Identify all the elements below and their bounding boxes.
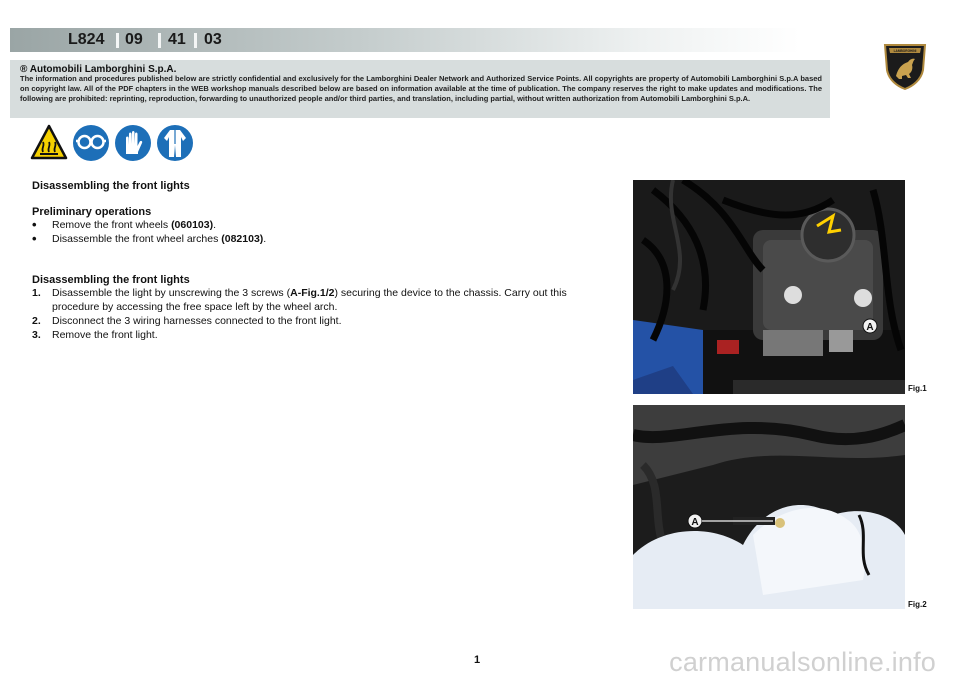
safety-goggles-icon: [72, 124, 110, 162]
step-item: [32, 286, 612, 314]
list-item: [32, 218, 612, 232]
list-item-text: Remove the front wheels: [52, 219, 172, 231]
page-number: 1: [474, 654, 481, 666]
header-code-model: L824: [68, 31, 105, 48]
protective-gloves-icon: [114, 124, 152, 162]
notice-text: The information and procedures published below are strictly confidential and exclusively for the Lamborghini Dealer Network and Authorized Service Points. All copyrights are property of Automobili Lamborghini S.p.A based on copyright law. All of the PDF chapters in the WEB workshop manuals described below are based on information available at the time of publication. The company reserves the right to make updates and modifications. The following are prohibited: reprinting, reproduction, forwarding to unauthorized people and/or third parties, and translation, including partial, without written authorization from Automobili Lamborghini S.p.A.: [20, 74, 822, 103]
reference-code[interactable]: (060103): [171, 219, 214, 231]
step-number: 2.: [32, 315, 41, 327]
figure-2-photo: [633, 405, 905, 609]
bullet-icon: •: [32, 217, 37, 232]
list-item-end: .: [263, 233, 267, 245]
document-code-header: [10, 28, 800, 52]
header-separator: [194, 33, 197, 48]
step-text-end: ) securing the device to the chassis. Carry out this procedure by accessing the free space left by the wheel arch.: [52, 287, 567, 313]
header-code-subgroup: 41: [168, 31, 186, 48]
logo-lettering: LAMBORGHINI: [893, 49, 917, 53]
bullet-icon: •: [32, 231, 37, 246]
figure-1-marker: A: [866, 322, 874, 333]
list-item-end: .: [213, 219, 217, 231]
header-code-section: 03: [204, 31, 222, 48]
list-item: [32, 232, 612, 246]
figure-reference: A-Fig.1/2: [290, 287, 335, 299]
figure-1-photo: [633, 180, 905, 394]
header-separator: [158, 33, 161, 48]
hot-surface-warning-icon: [30, 124, 68, 160]
preliminary-operations-title: Preliminary operations: [32, 206, 152, 218]
page-title: Disassembling the front lights: [32, 180, 190, 192]
header-separator: [116, 33, 119, 48]
step-text: Remove the front light.: [52, 329, 158, 341]
step-text: Disassemble the light by unscrewing the 3 screws (: [52, 287, 291, 299]
figure-1-label: Fig.1: [908, 384, 927, 393]
figure-2-label: Fig.2: [908, 600, 927, 609]
procedure-title: Disassembling the front lights: [32, 274, 190, 286]
protective-suit-icon: [156, 124, 194, 162]
list-item-text: Disassemble the front wheel arches: [52, 233, 222, 245]
procedure-content: [32, 180, 612, 342]
step-number: 1.: [32, 287, 41, 299]
reference-code[interactable]: (082103): [221, 233, 264, 245]
header-code-group: 09: [125, 31, 143, 48]
confidentiality-notice: [10, 60, 830, 118]
step-text: Disconnect the 3 wiring harnesses connected to the front light.: [52, 315, 342, 327]
step-number: 3.: [32, 329, 41, 341]
notice-title: ® Automobili Lamborghini S.p.A.: [20, 64, 177, 75]
figure-2-marker: A: [691, 517, 699, 528]
watermark: carmanualsonline.info: [669, 647, 936, 677]
step-item: [32, 314, 612, 328]
step-item: [32, 328, 612, 342]
lamborghini-logo: [882, 42, 928, 90]
